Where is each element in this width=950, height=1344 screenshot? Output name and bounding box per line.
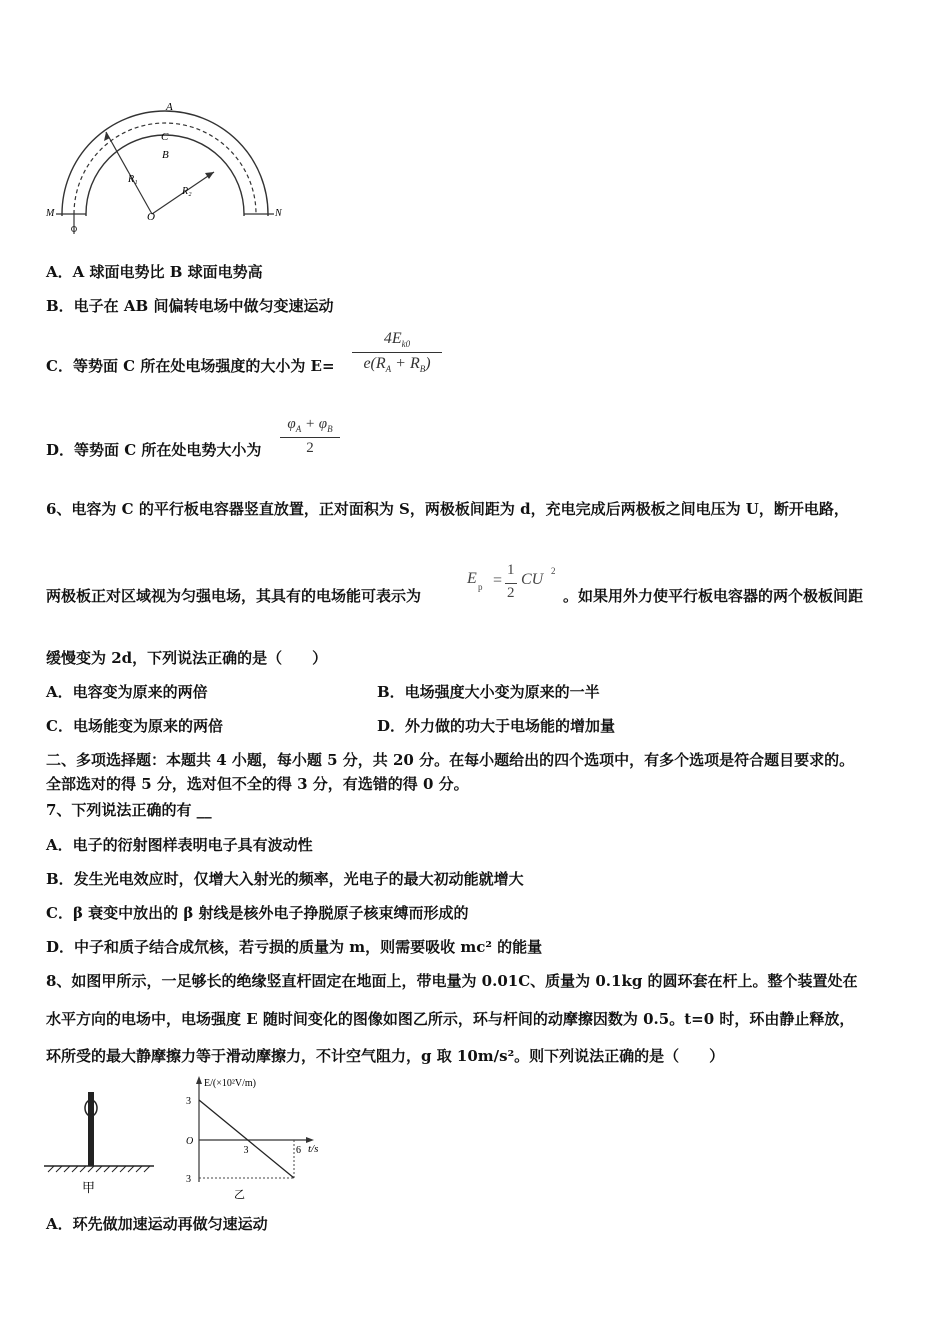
label-C: C xyxy=(161,131,169,143)
q6-option-c: C．电场能变为原来的两倍 xyxy=(46,717,223,735)
label-N: N xyxy=(275,208,282,219)
frac-num-sub: k0 xyxy=(401,339,411,350)
q6-line3: 缓慢变为 2d，下列说法正确的是（ ） xyxy=(46,649,328,667)
x-tick-label: 6 xyxy=(296,1145,301,1156)
fig-jia-label: 甲 xyxy=(82,1180,96,1195)
label-A: A xyxy=(166,101,173,113)
phi-a: φ xyxy=(287,416,296,432)
q6-line2a: 两极板正对区域视为匀强电场，其具有的电场能可表示为 xyxy=(46,587,422,605)
phi-plus: + φ xyxy=(301,416,328,432)
frac-den-end: ) xyxy=(425,355,431,372)
series-line xyxy=(199,1100,294,1178)
cu-square: 2 xyxy=(551,566,556,576)
q7-option-a: A．电子的衍射图样表明电子具有波动性 xyxy=(46,836,313,854)
q7-option-b: B．发生光电效应时，仅增大入射光的频率，光电子的最大初动能就增大 xyxy=(46,870,524,888)
rod-figure xyxy=(40,1080,160,1200)
x-axis-label: t/s xyxy=(308,1143,319,1155)
energy-formula xyxy=(467,564,571,608)
section2-line1: 二、多项选择题：本题共 4 小题，每小题 5 分，共 20 分。在每小题给出的四个选项中，有多个选项是符合题目要求的。 xyxy=(46,751,855,769)
label-R2: R₂ xyxy=(182,186,192,197)
q6-line1: 6、电容为 C 的平行板电容器竖直放置，正对面积为 S，两极板间距为 d，充电完成后两极板之间电压为 U，断开电路， xyxy=(46,500,849,518)
y-axis-label: E/(×10²V/m) xyxy=(204,1078,256,1089)
q7-option-d: D．中子和质子结合成氘核，若亏损的质量为 m，则需要吸收 mc² 的能量 xyxy=(46,938,543,956)
frac-den-plus: + R xyxy=(391,355,420,372)
equals: = xyxy=(493,572,503,589)
q6-line2b: 。如果用外力使平行板电容器的两个极板间距 xyxy=(563,587,864,605)
q8-option-a: A．环先做加速运动再做匀速运动 xyxy=(46,1215,268,1233)
label-R1: R₁ xyxy=(128,174,138,185)
q8-line1: 8、如图甲所示，一足够长的绝缘竖直杆固定在地面上，带电量为 0.01C、质量为 0.1kg 的圆环套在杆上。整个装置处在 xyxy=(46,972,858,990)
y-tick-label: 3 xyxy=(186,1096,191,1107)
label-M: M xyxy=(46,208,55,219)
origin-label: O xyxy=(186,1136,194,1147)
y-tick-label: 3 xyxy=(186,1174,191,1185)
q8-line3: 环所受的最大静摩擦力等于滑动摩擦力，不计空气阻力，g 取 10m/s²。则下列说法正确的是（ ） xyxy=(46,1047,725,1065)
half-den: 2 xyxy=(507,585,515,601)
fig-yi-label: 乙 xyxy=(234,1189,245,1201)
q5-option-c: C．等势面 C 所在处电场强度的大小为 E= xyxy=(46,357,335,375)
label-O: O xyxy=(147,211,155,223)
deflector-figure xyxy=(44,96,284,241)
e-t-chart xyxy=(180,1072,340,1202)
cu: CU xyxy=(521,571,544,588)
section2-line2: 全部选对的得 5 分，选对但不全的得 3 分，有选错的得 0 分。 xyxy=(46,775,469,793)
q6-option-b: B．电场强度大小变为原来的一半 xyxy=(377,683,600,701)
phi-b-sub: B xyxy=(327,424,333,434)
q5-option-b: B．电子在 AB 间偏转电场中做匀变速运动 xyxy=(46,297,334,315)
x-tick-label: 3 xyxy=(243,1145,249,1156)
q6-option-d: D．外力做的功大于电场能的增加量 xyxy=(377,717,616,735)
q7-stem: 7、下列说法正确的有 __ xyxy=(46,801,212,819)
frac-den-b: B xyxy=(419,364,426,375)
q6-option-a: A．电容变为原来的两倍 xyxy=(46,683,208,701)
frac-den: e(R xyxy=(363,355,386,372)
ep-symbol: E xyxy=(467,570,477,587)
frac-num: 4E xyxy=(383,330,402,347)
q5-option-d: D．等势面 C 所在处电势大小为 xyxy=(46,441,262,459)
half-num: 1 xyxy=(507,562,515,578)
label-B: B xyxy=(162,149,169,161)
ep-sub: p xyxy=(478,582,483,592)
frac-den-a: A xyxy=(385,364,392,375)
phi-den: 2 xyxy=(280,437,340,457)
q7-option-c: C．β 衰变中放出的 β 射线是核外电子挣脱原子核束缚而形成的 xyxy=(46,904,469,922)
q8-line2: 水平方向的电场中，电场强度 E 随时间变化的图像如图乙所示，环与杆间的动摩擦因数为 0.5。t=0 时，环由静止释放， xyxy=(46,1010,855,1028)
q5-d-fraction xyxy=(280,416,340,457)
q5-c-fraction xyxy=(352,330,442,374)
phi-a-sub: A xyxy=(295,424,302,434)
q5-option-a: A．A 球面电势比 B 球面电势高 xyxy=(46,263,263,281)
